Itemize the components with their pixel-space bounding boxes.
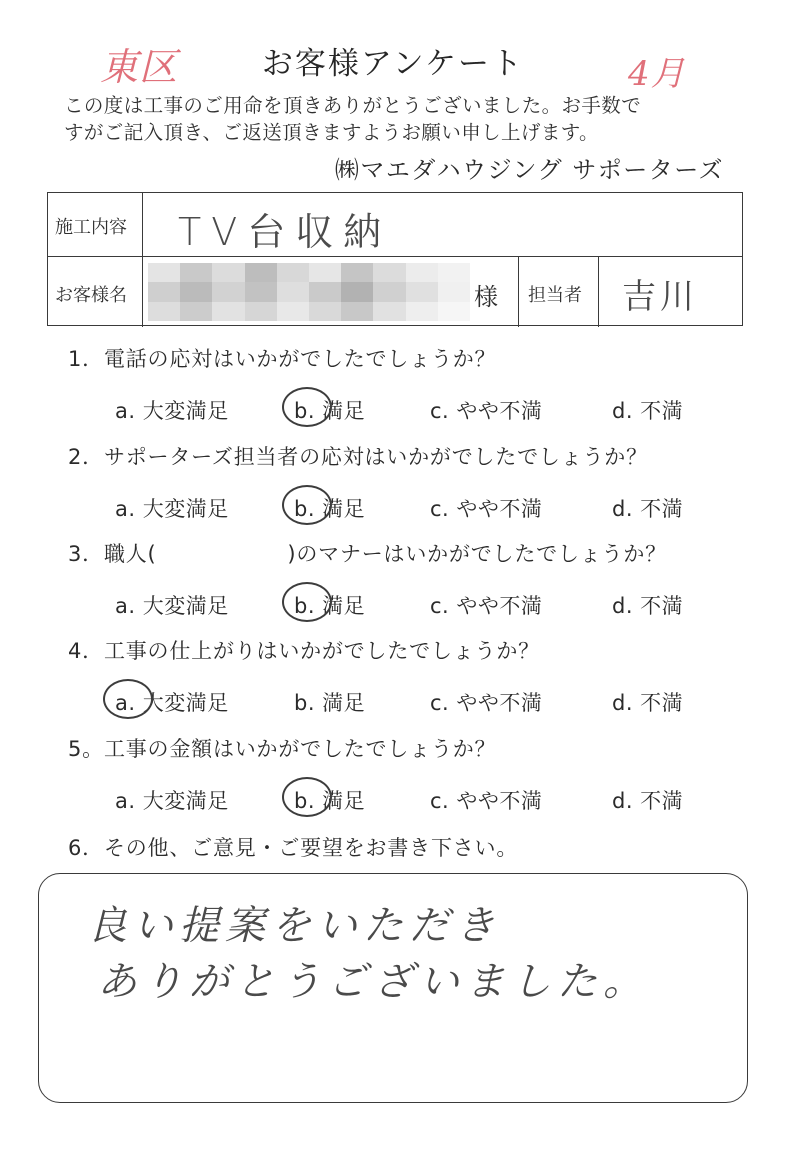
question-1-text: 1．電話の応対はいかがでしたでしょうか？: [68, 347, 497, 371]
question-2-option-a[interactable]: a. 大変満足: [115, 497, 229, 521]
question-4-text: 4．工事の仕上がりはいかがでしたでしょうか？: [68, 639, 540, 663]
comment-box[interactable]: [38, 873, 748, 1103]
question-2-option-c[interactable]: c. やや不満: [430, 497, 543, 521]
question-4-option-b[interactable]: b. 満足: [294, 691, 366, 715]
staff-label: 担当者: [528, 285, 582, 306]
question-2-option-d[interactable]: d. 不満: [612, 497, 684, 521]
question-1-option-d[interactable]: d. 不満: [612, 399, 684, 423]
comment-prompt: 6．その他、ご意見・ご要望をお書き下さい。: [68, 836, 519, 860]
customer-name-redacted: [148, 263, 470, 321]
question-1-option-c[interactable]: c. やや不満: [430, 399, 543, 423]
question-3-option-b[interactable]: b. 満足: [294, 594, 366, 618]
question-5-text: 5。工事の金額はいかがでしたでしょうか？: [68, 737, 497, 761]
company-name: ㈱マエダハウジング サポーターズ: [334, 156, 724, 184]
question-5-option-a[interactable]: a. 大変満足: [115, 789, 229, 813]
intro-line-2: すがご記入頂き、ご返送頂きますようお願い申し上げます。: [64, 121, 599, 144]
table-divider: [598, 256, 599, 327]
question-3-text: 3．職人( )のマナーはいかがでしたでしょうか？: [68, 542, 667, 566]
question-1-option-a[interactable]: a. 大変満足: [115, 399, 229, 423]
honorific-label: 様: [474, 283, 498, 311]
question-1-option-b[interactable]: b. 満足: [294, 399, 366, 423]
question-1-selection-circle: [282, 387, 332, 427]
page-title: お客様アンケート: [261, 46, 525, 82]
info-table: [47, 192, 743, 326]
table-divider: [142, 193, 143, 327]
question-4-option-d[interactable]: d. 不満: [612, 691, 684, 715]
question-3-option-c[interactable]: c. やや不満: [430, 594, 543, 618]
work-label: 施工内容: [55, 217, 127, 238]
question-2-option-b[interactable]: b. 満足: [294, 497, 366, 521]
comment-line-1: 良い提案をいただき: [87, 903, 501, 949]
district-mark: 東区: [100, 45, 179, 89]
question-5-option-d[interactable]: d. 不満: [612, 789, 684, 813]
staff-value[interactable]: 吉川: [622, 277, 698, 317]
intro-line-1: この度は工事のご用命を頂きありがとうございました。お手数で: [64, 94, 642, 117]
question-5-selection-circle: [282, 777, 332, 817]
question-4-option-a[interactable]: a. 大変満足: [115, 691, 229, 715]
question-3-option-d[interactable]: d. 不満: [612, 594, 684, 618]
question-4-selection-circle: [103, 679, 153, 719]
question-5-option-b[interactable]: b. 満足: [294, 789, 366, 813]
table-row-divider: [48, 256, 742, 257]
question-2-selection-circle: [282, 485, 332, 525]
month-mark: 4月: [628, 54, 686, 94]
question-2-text: 2．サポーターズ担当者の応対はいかがでしたでしょうか？: [68, 445, 648, 469]
question-4-option-c[interactable]: c. やや不満: [430, 691, 543, 715]
question-3-selection-circle: [282, 582, 332, 622]
customer-label: お客様名: [55, 285, 127, 306]
question-3-option-a[interactable]: a. 大変満足: [115, 594, 229, 618]
comment-line-2: ありがとうございました。: [97, 959, 649, 1005]
work-value[interactable]: TV台収納: [178, 210, 392, 254]
table-divider: [518, 256, 519, 327]
question-5-option-c[interactable]: c. やや不満: [430, 789, 543, 813]
